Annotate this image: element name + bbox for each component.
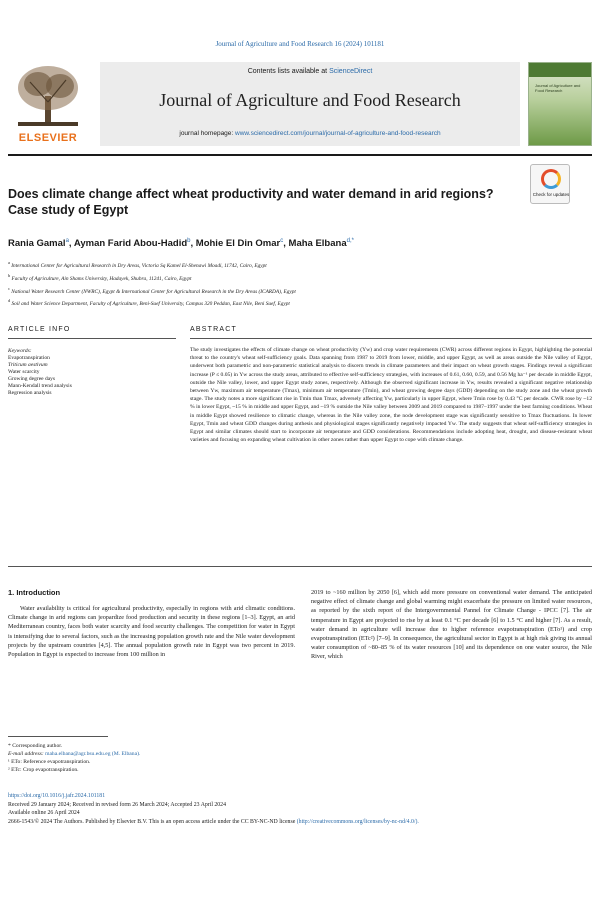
email-link[interactable]: maha.elbana@agr.bsu.edu.eg (M. Elbana). [45, 751, 141, 757]
footnote-divider [8, 736, 108, 737]
elsevier-logo[interactable] [8, 62, 88, 146]
cover-band [529, 63, 591, 77]
journal-homepage [100, 130, 520, 137]
elsevier-wordmark: ELSEVIER [18, 132, 78, 144]
author-list: Rania Gamal$^a$, Ayman Farid Abou-Hadid$^b$, Mohie El Din Omar$^c$, Maha Elbana$^{d,*}$ [8, 238, 354, 250]
check-updates-label: Check for updates [532, 192, 570, 197]
keyword[interactable]: Evapotranspiration [8, 355, 50, 361]
introduction-column-left [8, 604, 295, 659]
introduction-column-right [311, 588, 592, 662]
homepage-label: journal homepage: [179, 130, 234, 137]
introduction-heading: 1. Introduction [8, 588, 61, 597]
keyword[interactable]: Mann-Kendall trend analysis [8, 383, 72, 389]
article-title: Does climate change affect wheat productivity and water demand in arid regions? Case study of Egypt [8, 187, 494, 217]
received-dates: Received 29 January 2024; Received in revised form 26 March 2024; Accepted 23 April 2024 [8, 801, 226, 808]
introduction-paragraph: Water availability is critical for agricultural productivity, especially in regions with arid climatic conditions. Climate change in arid regions can jeopardize food production and security in these regions [1–3]. Egypt, an arid Mediterranean country, faces both water scarcity and food security challenges. The competition for water in Egypt is intensifying due to several factors, such as the increasing population growth rate and the Nile water development projects by the upstream countries [4,5]. The annual population growth rate in Egypt was two percent in 2019. Population in Egypt is expected to increase from 100 million in [8, 605, 295, 659]
journal-banner [8, 62, 592, 146]
author-affil-mark[interactable]: c [280, 238, 284, 244]
keyword[interactable]: Regression analysis [8, 390, 52, 396]
footnote: ¹ ETo: Reference evapotranspiration. [8, 759, 91, 765]
affiliation: $^a$ International Center for Agricultural Research in Dry Areas, Victoria Sq Kamel El-Shenawi Moadi, 11742, Cairo, Egypt [8, 260, 267, 269]
keywords-label: Keywords: [8, 348, 32, 354]
check-for-updates-button[interactable] [530, 164, 570, 204]
sciencedirect-link[interactable]: ScienceDirect [329, 68, 373, 75]
author-affil-mark[interactable]: a [65, 238, 69, 244]
license-line [8, 818, 592, 827]
footnote: ² ETc: Crop evapotranspiration. [8, 767, 79, 773]
author-name[interactable]: Rania Gamal [8, 238, 66, 250]
keyword[interactable]: Water scarcity [8, 369, 40, 375]
article-info-heading: ARTICLE INFO [8, 326, 71, 333]
keyword[interactable]: Growing degree days [8, 376, 56, 382]
license-link[interactable]: (http://creativecommons.org/licenses/by-nc-nd/4.0/). [296, 818, 419, 825]
abstract-divider [190, 338, 592, 339]
affiliations [8, 258, 592, 309]
info-divider [8, 338, 176, 339]
journal-header [100, 62, 520, 146]
author-name[interactable]: Maha Elbana [288, 238, 347, 250]
email-label: E-mail address: [8, 751, 44, 757]
header-divider [8, 154, 592, 156]
author-affil-mark[interactable]: d,* [346, 238, 354, 244]
contents-prefix: Contents lists available at [247, 68, 328, 75]
journal-reference[interactable]: Journal of Agriculture and Food Research 16 (2024) 101181 [215, 40, 385, 48]
abstract-text: The study investigates the effects of climate change on wheat productivity (Yw) and crop water requirements (CWR) across different regions in Egypt, highlighting the potential threat to the country's wheat self-sufficiency goals. Data spanning from 1987 to 2019 from lower, middle, and upper Egypt, as well as areas outside the Nile valley of Egypt, underwent both parametric and non-parametric statistical analysis to discern trends in climate parameters and their impact on wheat growth stages. Findings reveal a significant increase (P ≤ 0.05) in Yw across the study areas, attributed to effective self-sufficiency strategies, with increases of 0.61, 0.60, 0.59, and 0.56 Mg ha⁻¹ per decade in middle Egypt, outside the Nile valley, lower, and upper Egypt study zones, respectively. Although the observed significant increase in Yw, results revealed a significant negative relationship between Yw, maximum air temperature (Tmax), minimum air temperature (Tmin), and wheat growing degree days (GDD) depending on the study zone and the wheat growth stage. The study notes a more significant rise in Tmin than Tmax, adversely affecting Yw, particularly in upper Egypt, where Tmin rose by 0.43 °C per decade. CWR rose by ~12 % in lower Egypt, ~15 % in middle and upper Egypt, and ~19 % outside the Nile valley between 2009 and 2019 compared to 1987–1997 under the best farming conditions. Wheat in middle Egypt showed resilience to climatic change, whereas in the Nile valley zone, the node development stage was significantly sensitive to Tmax fluctuations. In lower Egypt, Tmin and wheat GDD changes during anthesis and physiological stages significantly negatively impacted Yw. The study suggests that wheat self-sufficiency strategies in Egypt and similar climates should start to incorporate air temperature and GDD considerations. Recommendations include adopting heat, drought, and disease-resistant wheat varieties and focusing on expanding wheat cultivation in other zones rather than upper Egypt to cope with climate change. [190, 347, 592, 444]
journal-cover-image[interactable] [528, 62, 592, 146]
keywords-list [8, 355, 176, 397]
author-name[interactable]: Ayman Farid Abou-Hadid [73, 238, 188, 250]
doi-link[interactable]: https://doi.org/10.1016/j.jafr.2024.101181 [8, 793, 106, 799]
footnotes [8, 742, 592, 774]
body-divider [8, 566, 592, 567]
author-name[interactable]: Mohie El Din Omar [195, 238, 281, 250]
cover-title: Journal of Agriculture and Food Research [535, 83, 581, 93]
homepage-link[interactable]: www.sciencedirect.com/journal/journal-of-agriculture-and-food-research [235, 130, 441, 137]
email-line [8, 750, 592, 758]
publication-info [8, 792, 592, 826]
abstract-heading: ABSTRACT [190, 326, 237, 333]
affiliation: $^b$ Faculty of Agriculture, Ain Shams University, Hadayek, Shubra, 11241, Cairo, Egypt [8, 272, 192, 282]
corresponding-author-note: * Corresponding author. [8, 743, 63, 749]
affiliation: $^c$ National Water Research Center (NWRC), Egypt & International Center for Agricultural Research in the Dry Areas (ICARDA), Egypt [8, 285, 296, 295]
online-date: Available online 26 April 2024 [8, 810, 80, 816]
affiliation: $^d$ Soil and Water Science Department, Faculty of Agriculture, Beni-Suef University, Campus 320 Peddan, East Nile, Beni Suef, Egypt [8, 298, 290, 308]
author-affil-mark[interactable]: b [187, 238, 191, 244]
check-updates-icon [541, 169, 561, 189]
tree-icon [8, 62, 88, 130]
license-text: 2666-1543/© 2024 The Authors. Published by Elsevier B.V. This is an open access article under the CC BY-NC-ND license [8, 818, 296, 825]
journal-title: Journal of Agriculture and Food Research [159, 90, 461, 110]
keyword[interactable]: Triticum aestivum [8, 362, 48, 368]
introduction-paragraph: 2019 to ~160 million by 2050 [6], which add more pressure on conventional water demand. The anticipated negative effect of climate change and global warming might exacerbate the pressure on limited water resources, as reported by the sixth report of the Intergovernmental Pannel for Climate Change - IPCC [7]. The air temperature in Egypt are projected to rise by at least 0.1 °C per decade [6] to 1.5 °C and higher [7]. As a result, water demand in agriculture will increase due to higher reference evapotranspiration (ETo¹) and crop evapotranspiration (ETc²) [7–9]. In consequence, the agricultural sector in Egypt is at high risk giving its annual water consumption of ~80–85 % of its water resources [10] and its dependence on one water source, the Nile River, which [311, 589, 592, 661]
contents-line [100, 68, 520, 75]
